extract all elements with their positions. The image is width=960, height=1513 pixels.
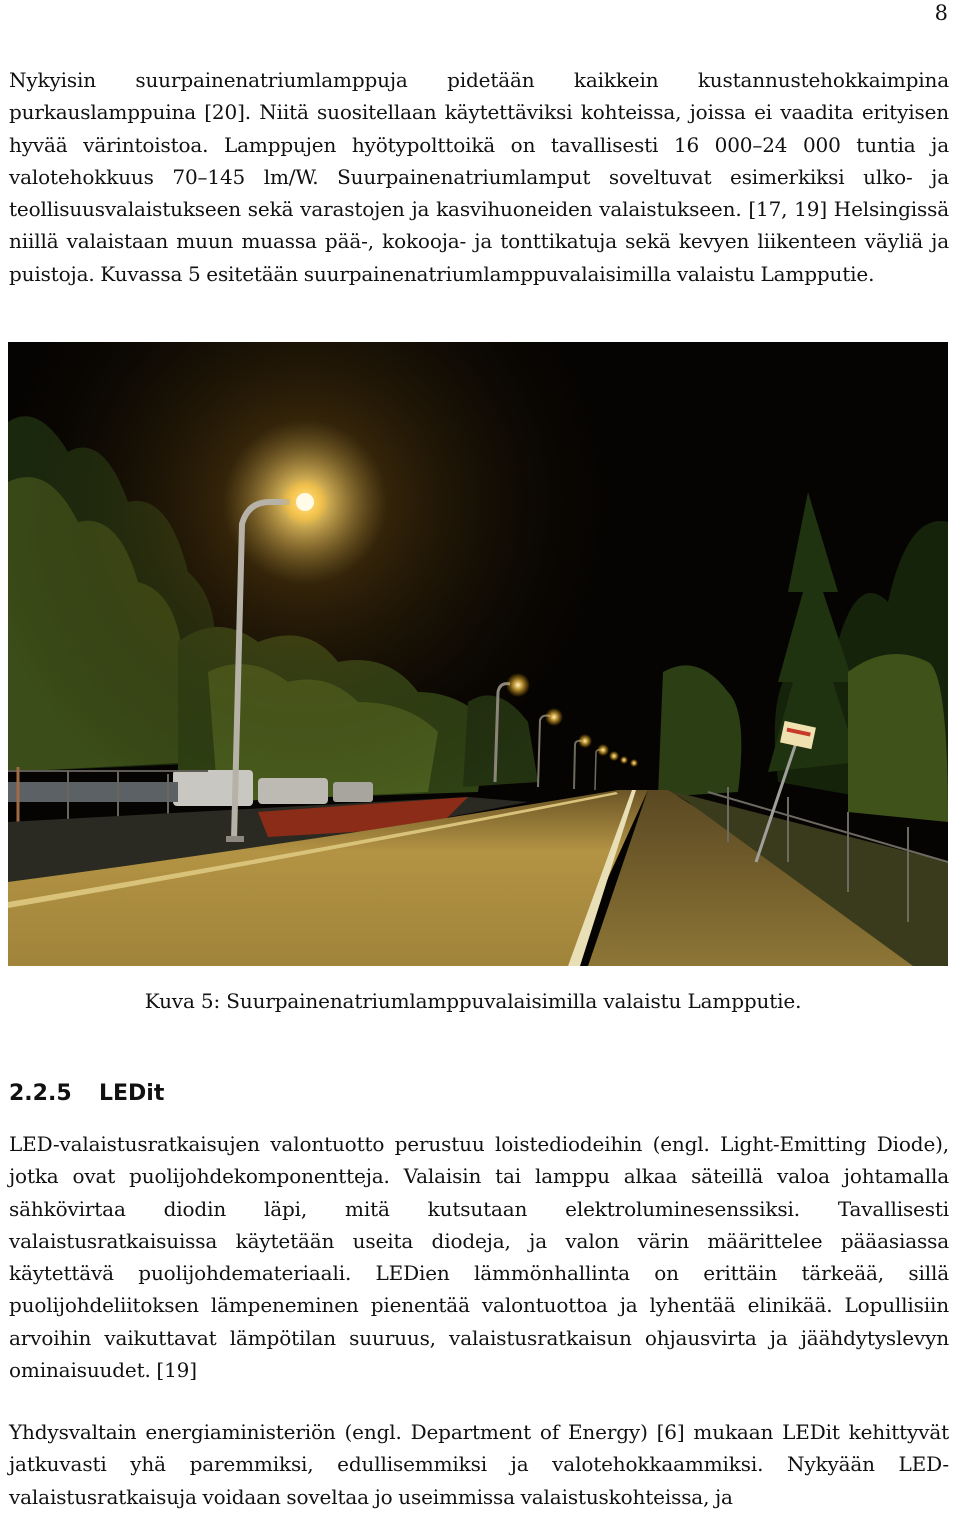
section-title: LEDit <box>99 1081 165 1106</box>
section-heading <box>9 1078 164 1110</box>
paragraph-led-basics: LED-valaistusratkaisujen valontuotto perustuu loistediodeihin (engl. Light-Emitting Diode), jotka ovat puolijohdekomponentteja. Valaisin tai lamppu alkaa säteillä valoa johtamalla sähkövirtaa diodin läpi, mitä kutsutaan elektroluminesenssiksi. Tavallisesti valaistusratkaisuissa käytetään useita diodeja, ja valon värin määrittelee pääasiassa käytettävä puolijohdemateriaali. LEDien lämmönhallinta on erittäin tärkeää, sillä puolijohdeliitoksen lämpeneminen pienentää valontuottoa ja lyhentää elinikää. Lopullisiin arvoihin vaikuttavat lämpötilan suuruus, valaistusratkaisun ohjausvirta ja jäähdytyslevyn ominaisuudet. [19] <box>9 1132 949 1383</box>
paragraph-led-development: Yhdysvaltain energiaministeriön (engl. Department of Energy) [6] mukaan LEDit kehittyvät jatkuvasti yhä paremmiksi, edullisemmiksi ja valotehokkaammiksi. Nykyään LED-valaistusratkaisuja voidaan soveltaa jo useimmissa valaistuskohteissa, ja <box>9 1420 949 1509</box>
street-night-photo <box>8 342 948 966</box>
paragraph-sodium-lamps: Nykyisin suurpainenatriumlamppuja pidetään kaikkein kustannustehokkaimpina purkauslamppuina [20]. Niitä suositellaan käytettäviksi kohteissa, joissa ei vaadita erityisen hyvää värintoistoa. Lamppujen hyötypolttoikä on tavallisesti 16 000–24 000 tuntia ja valotehokkuus 70–145 lm/W. Suurpainenatriumlamput soveltuvat esimerkiksi ulko- ja teollisuusvalaistukseen sekä varastojen ja kasvihuoneiden valaistukseen. [17, 19] Helsingissä niillä valaistaan muun muassa pää-, kokooja- ja tonttikatuja sekä kevyen liikenteen väyliä ja puistoja. Kuvassa 5 esitetään suurpainenatriumlamppuvalaisimilla valaistu Lampputie. <box>9 68 949 286</box>
figure-caption: Kuva 5: Suurpainenatriumlamppuvalaisimilla valaistu Lampputie. <box>144 989 802 1013</box>
page-number: 8 <box>934 1 948 25</box>
section-number: 2.2.5 <box>9 1081 72 1106</box>
figure-street-photo <box>8 342 948 966</box>
